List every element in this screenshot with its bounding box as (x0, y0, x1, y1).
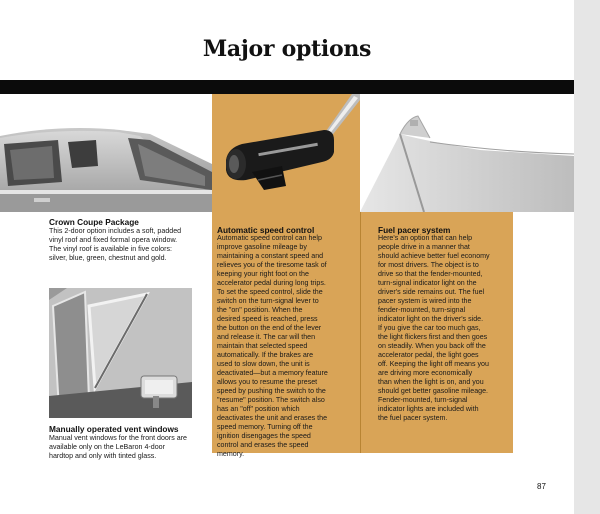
page-gutter (574, 0, 600, 514)
page-number: 87 (537, 482, 546, 491)
crown-coupe-heading: Crown Coupe Package (49, 217, 139, 227)
page-title: Major options (202, 36, 372, 62)
vent-windows-body: Manual vent windows for the front doors are available only on the LeBaron 4-door hardtop and only with tinted glass. (49, 434, 188, 460)
header-band (0, 80, 574, 94)
fuel-pacer-fender-photo (360, 94, 574, 212)
crown-coupe-photo (0, 94, 212, 212)
speed-control-lever-photo (212, 94, 360, 212)
crown-coupe-body: This 2-door option includes a soft, padded vinyl roof and fixed formal opera window. The vinyl roof is available in five colors: silver, blue, green, chestnut and gold. (49, 227, 182, 262)
speed-control-body: Automatic speed control can help improve gasoline mileage by maintaining a constant speed and relieves you of the tiresome task of keeping your right foot on the accelerator pedal during long trips. To set the speed control, slide the switch on the turn-signal lever to the "on" position. When the desired speed is reached, press the button on the end of the lever and release it. The car will then maintain that selected speed automatically. If the brakes are used to slow down, the unit is deactivated—but a memory feature allows you to resume the preset speed by pushing the switch to the "resume" position. The switch also has an "off" position which deactivates the unit and erases the speed memory. Turning off the ignition disengages the speed control and erases the speed memory. (217, 234, 328, 458)
fuel-pacer-body: Here's an option that can help people drive in a manner that should achieve better fuel economy for most drivers. The object is to drive so that the fender-mounted, turn-signal indicator light on the driver's side remains out. The fuel pacer system is wired into the fender-mounted, turn-signal indicator light on the driver's side. If you give the car too much gas, the light flickers first and then goes on steadily. When you back off the accelerator pedal, the light goes off. Keeping the light off means you are driving more economically than when the light is on, and you should get better gasoline mileage. Fender-mounted, turn-signal indicator lights are included with the fuel pacer system. (378, 234, 490, 422)
fuel-pacer-heading: Fuel pacer system (378, 225, 451, 235)
vent-window-photo (49, 288, 192, 418)
speed-control-heading: Automatic speed control (217, 225, 315, 235)
vent-windows-heading: Manually operated vent windows (49, 424, 179, 434)
